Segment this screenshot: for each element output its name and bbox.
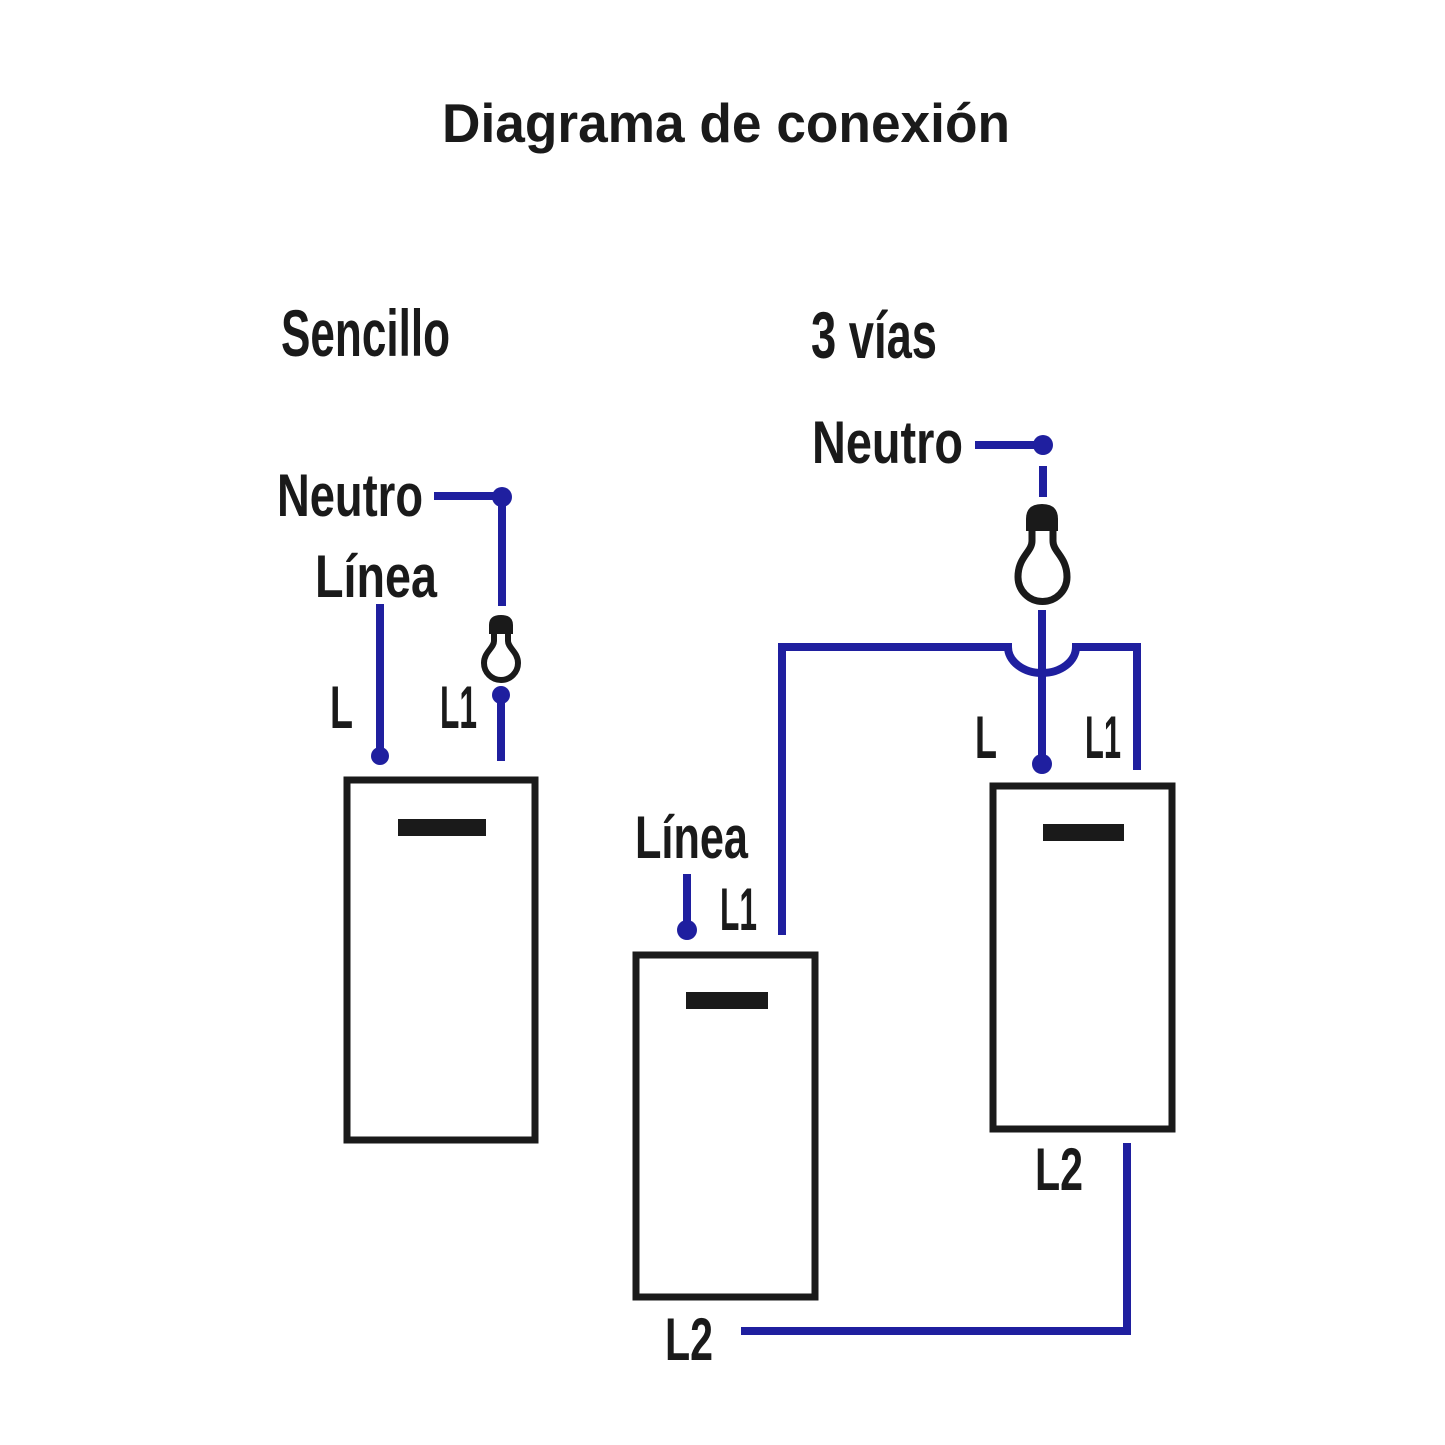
- sencillo-neutro-junction-dot: [492, 487, 512, 507]
- sencillo-l1-wire-dot: [492, 686, 510, 704]
- bulb-glass-outline: [484, 632, 518, 680]
- sencillo-heading: Sencillo: [281, 296, 450, 370]
- light-bulb-icon: [1018, 504, 1067, 602]
- sencillo-circuit: [277, 296, 535, 1140]
- sencillo-linea-wire-dot: [371, 747, 389, 765]
- tres-vias-switch-b-l2-label: L2: [1035, 1136, 1083, 1203]
- tres-vias-switch-b-rocker: [1043, 824, 1124, 841]
- tres-vias-switch-a-l1-label: L1: [720, 876, 757, 943]
- sencillo-l-terminal-label: L: [330, 674, 353, 741]
- tres-vias-linea-wire-dot: [677, 920, 697, 940]
- tres-vias-linea-label: Línea: [635, 804, 749, 871]
- bulb-cap-shape: [1026, 504, 1058, 531]
- sencillo-neutro-wire: [434, 496, 502, 606]
- tres-vias-neutro-label: Neutro: [812, 409, 963, 476]
- sencillo-switch-rocker: [398, 819, 486, 836]
- bulb-cap-shape: [489, 615, 513, 634]
- tres-vias-switch-b-l1-label: L1: [1085, 704, 1121, 771]
- tres-vias-switch-b-l-label: L: [975, 704, 997, 771]
- page-title: Diagrama de conexión: [442, 92, 1010, 154]
- sencillo-neutro-label: Neutro: [277, 462, 423, 529]
- bulb-glass-outline: [1018, 529, 1067, 602]
- tres-vias-switch-a-l2-label: L2: [665, 1306, 713, 1373]
- tres-vias-circuit: [635, 298, 1172, 1373]
- tres-vias-switch-a-rocker: [686, 992, 768, 1009]
- tres-vias-neutro-junction-dot: [1033, 435, 1053, 455]
- tres-vias-heading: 3 vías: [811, 298, 937, 372]
- sencillo-linea-label: Línea: [315, 543, 438, 610]
- light-bulb-icon: [484, 615, 518, 680]
- tres-vias-l-terminal-dot: [1032, 754, 1052, 774]
- sencillo-l1-terminal-label: L1: [440, 674, 477, 741]
